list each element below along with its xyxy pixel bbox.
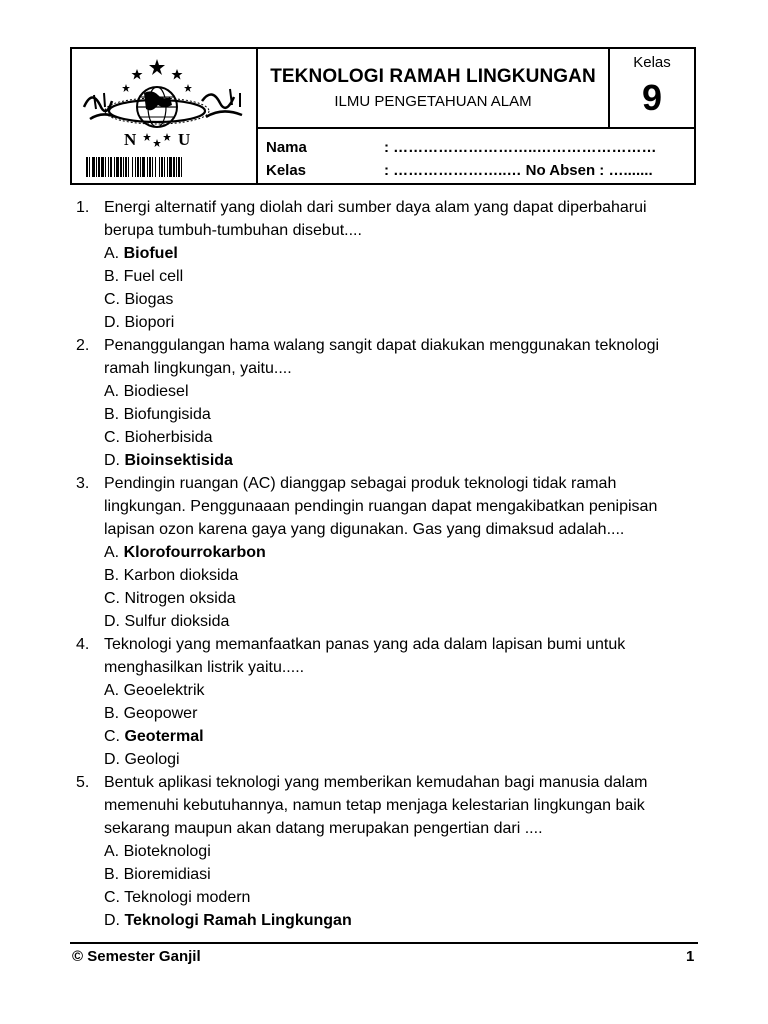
answer-option: [76, 311, 696, 334]
question-text-line: [76, 656, 696, 679]
question-text-line: [76, 771, 696, 794]
answer-option: [76, 610, 696, 633]
answer-option: [76, 679, 696, 702]
question-text: Energi alternatif yang diolah dari sumber daya alam yang dapat diperbaharui: [104, 199, 647, 216]
option-text: Bioteknologi: [123, 843, 211, 860]
nu-logo-icon: [72, 49, 256, 183]
question-text-line: [76, 633, 696, 656]
answer-option: [76, 541, 696, 564]
option-letter: B.: [104, 567, 120, 584]
answer-option: [76, 403, 696, 426]
option-text-answer: Geotermal: [124, 728, 204, 745]
question-indent: [76, 817, 104, 840]
kelas-label: Kelas: [633, 54, 671, 71]
question-number: 2.: [76, 337, 90, 354]
document-title: TEKNOLOGI RAMAH LINGKUNGAN: [270, 66, 596, 87]
answer-option: [76, 564, 696, 587]
answer-option: [76, 426, 696, 449]
question-indent: [76, 518, 104, 541]
question-text-line: [76, 794, 696, 817]
option-text: Nitrogen oksida: [124, 590, 236, 607]
option-text: Geopower: [123, 705, 198, 722]
logo-cell: [72, 49, 258, 183]
option-letter: A.: [104, 843, 120, 860]
document-subtitle: ILMU PENGETAHUAN ALAM: [334, 93, 532, 110]
option-letter: B.: [104, 268, 120, 285]
question-number: 3.: [76, 475, 90, 492]
option-letter: B.: [104, 406, 120, 423]
option-text-answer: Teknologi Ramah Lingkungan: [124, 912, 352, 929]
option-letter: D.: [104, 912, 120, 929]
answer-option: [76, 909, 696, 932]
question-text: berupa tumbuh-tumbuhan disebut....: [104, 222, 362, 239]
footer-divider: [70, 942, 698, 944]
question-number: 1.: [76, 199, 90, 216]
question-5: [76, 771, 696, 932]
option-text-answer: Bioinsektisida: [124, 452, 233, 469]
option-letter: C.: [104, 429, 120, 446]
question-text-line: [76, 357, 696, 380]
answer-option: [76, 242, 696, 265]
answer-option: [76, 863, 696, 886]
option-letter: D.: [104, 452, 120, 469]
option-letter: D.: [104, 751, 120, 768]
answer-option: [76, 587, 696, 610]
option-text: Karbon dioksida: [123, 567, 239, 584]
option-letter: C.: [104, 728, 120, 745]
option-text: Bioremidiasi: [123, 866, 211, 883]
question-indent: [76, 495, 104, 518]
option-text: Bioherbisida: [124, 429, 213, 446]
question-text: Teknologi yang memanfaatkan panas yang ada dalam lapisan bumi untuk: [104, 636, 626, 653]
question-number: 4.: [76, 636, 90, 653]
question-1: [76, 196, 696, 334]
question-2: [76, 334, 696, 472]
question-text: lingkungan. Penggunaaan pendingin ruangan dapat mengakibatkan penipisan: [104, 498, 658, 515]
question-text: Bentuk aplikasi teknologi yang memberikan kemudahan bagi manusia dalam: [104, 774, 648, 791]
page-number: 1: [686, 948, 695, 965]
header-table: [70, 47, 696, 185]
question-text: menghasilkan listrik yaitu.....: [104, 659, 305, 676]
question-indent: [76, 794, 104, 817]
answer-option: [76, 380, 696, 403]
question-indent: [76, 357, 104, 380]
option-letter: A.: [104, 682, 120, 699]
question-text-line: [76, 219, 696, 242]
option-text: Teknologi modern: [124, 889, 251, 906]
option-letter: D.: [104, 613, 120, 630]
question-3: [76, 472, 696, 633]
question-text: Pendingin ruangan (AC) dianggap sebagai produk teknologi tidak ramah: [104, 475, 617, 492]
question-text: memenuhi kebutuhannya, namun tetap menjaga kelestarian lingkungan baik: [104, 797, 645, 814]
kelas-absen-field: : …………………..… No Absen : ….......: [384, 162, 653, 179]
question-indent: [76, 219, 104, 242]
answer-option: [76, 725, 696, 748]
kelas-cell: [610, 49, 694, 129]
logo-letter-u: U: [178, 130, 191, 149]
option-text: Geologi: [124, 751, 180, 768]
footer-semester: © Semester Ganjil: [72, 948, 201, 965]
option-text: Geoelektrik: [123, 682, 205, 699]
kelas-value: 9: [641, 77, 663, 118]
option-text: Fuel cell: [123, 268, 184, 285]
answer-option: [76, 840, 696, 863]
option-letter: D.: [104, 314, 120, 331]
answer-option: [76, 288, 696, 311]
answer-option: [76, 748, 696, 771]
question-text: sekarang maupun akan datang merupakan pengertian dari ....: [104, 820, 543, 837]
option-text: Biogas: [124, 291, 174, 308]
question-text-line: [76, 495, 696, 518]
option-letter: B.: [104, 866, 120, 883]
kelas-row-label: Kelas: [266, 162, 307, 179]
question-text: Penanggulangan hama walang sangit dapat diakukan menggunakan teknologi: [104, 337, 660, 354]
question-indent: [76, 656, 104, 679]
title-cell: [258, 49, 610, 129]
nama-label: Nama: [266, 139, 307, 156]
question-text: lapisan ozon karena gaya yang digunakan. Gas yang dimaksud adalah....: [104, 521, 625, 538]
option-text: Biofungisida: [123, 406, 211, 423]
option-text-answer: Biofuel: [123, 245, 178, 262]
answer-option: [76, 265, 696, 288]
question-text-line: [76, 518, 696, 541]
question-text-line: [76, 196, 696, 219]
option-letter: B.: [104, 705, 120, 722]
question-text-line: [76, 817, 696, 840]
question-text: ramah lingkungan, yaitu....: [104, 360, 292, 377]
option-text: Biopori: [124, 314, 175, 331]
option-letter: C.: [104, 889, 120, 906]
answer-option: [76, 886, 696, 909]
option-text: Sulfur dioksida: [124, 613, 230, 630]
answer-option: [76, 449, 696, 472]
option-letter: A.: [104, 544, 120, 561]
question-text-line: [76, 334, 696, 357]
question-number: 5.: [76, 774, 90, 791]
nama-field: : ………………………..……………………: [384, 139, 657, 156]
option-text-answer: Klorofourrokarbon: [123, 544, 266, 561]
question-text-line: [76, 472, 696, 495]
question-4: [76, 633, 696, 771]
option-letter: A.: [104, 383, 120, 400]
option-text: Biodiesel: [123, 383, 189, 400]
student-info: [258, 129, 694, 183]
answer-option: [76, 702, 696, 725]
logo-letter-n: N: [124, 130, 137, 149]
option-letter: C.: [104, 291, 120, 308]
option-letter: A.: [104, 245, 120, 262]
question-list: [76, 196, 696, 932]
option-letter: C.: [104, 590, 120, 607]
barcode-icon: [86, 157, 182, 177]
